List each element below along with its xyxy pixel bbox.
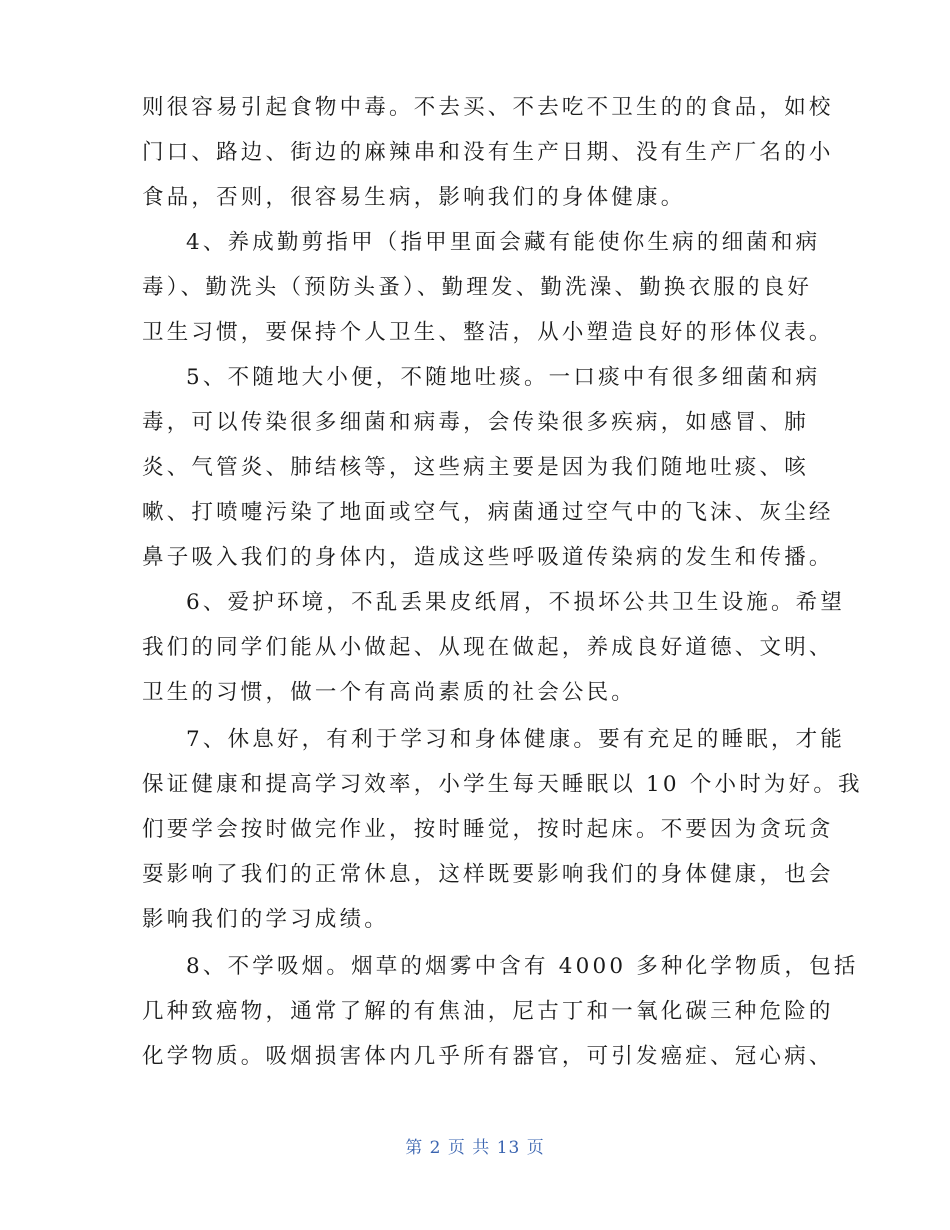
text-line: 食品，否则，很容易生病，影响我们的身体健康。	[142, 185, 686, 210]
page-number: 第 2 页 共 13 页	[405, 1138, 545, 1158]
text-line: 化学物质。吸烟损害体内几乎所有器官，可引发癌症、冠心病、	[142, 1044, 834, 1069]
paragraph-start-5: 5、不随地大小便，不随地吐痰。一口痰中有很多细菌和病	[186, 365, 821, 390]
paragraph-start-7: 7、休息好，有利于学习和身体健康。要有充足的睡眠，才能	[186, 727, 846, 752]
text-line: 毒）、勤洗头（预防头蚤）、勤理发、勤洗澡、勤换衣服的良好	[142, 275, 813, 300]
text-line: 鼻子吸入我们的身体内，造成这些呼吸道传染病的发生和传播。	[142, 545, 834, 570]
paragraph-start-8: 8、不学吸烟。烟草的烟雾中含有 4000 多种化学物质，包括	[186, 954, 859, 979]
paragraph-start-6: 6、爱护环境，不乱丢果皮纸屑，不损坏公共卫生设施。希望	[186, 590, 846, 615]
text-line: 毒，可以传染很多细菌和病毒，会传染很多疾病，如感冒、肺	[142, 410, 809, 435]
text-line: 几种致癌物，通常了解的有焦油，尼古丁和一氧化碳三种危险的	[142, 999, 834, 1024]
text-line: 嗽、打喷嚏污染了地面或空气，病菌通过空气中的飞沫、灰尘经	[142, 500, 834, 525]
text-line: 保证健康和提高学习效率，小学生每天睡眠以 10 个小时为好。我	[142, 772, 863, 797]
text-line: 我们的同学们能从小做起、从现在做起，养成良好道德、文明、	[142, 635, 834, 660]
paragraph-start-4: 4、养成勤剪指甲（指甲里面会藏有能使你生病的细菌和病	[186, 230, 821, 255]
text-line: 则很容易引起食物中毒。不去买、不去吃不卫生的的食品，如校	[142, 95, 834, 120]
text-line: 影响我们的学习成绩。	[142, 907, 390, 932]
text-line: 耍影响了我们的正常休息，这样既要影响我们的身体健康，也会	[142, 862, 834, 887]
text-line: 卫生的习惯，做一个有高尚素质的社会公民。	[142, 680, 637, 705]
text-line: 们要学会按时做完作业，按时睡觉，按时起床。不要因为贪玩贪	[142, 817, 834, 842]
text-line: 卫生习惯，要保持个人卫生、整洁，从小塑造良好的形体仪表。	[142, 320, 834, 345]
text-line: 门口、路边、街边的麻辣串和没有生产日期、没有生产厂名的小	[142, 140, 834, 165]
text-line: 炎、气管炎、肺结核等，这些病主要是因为我们随地吐痰、咳	[142, 455, 809, 480]
